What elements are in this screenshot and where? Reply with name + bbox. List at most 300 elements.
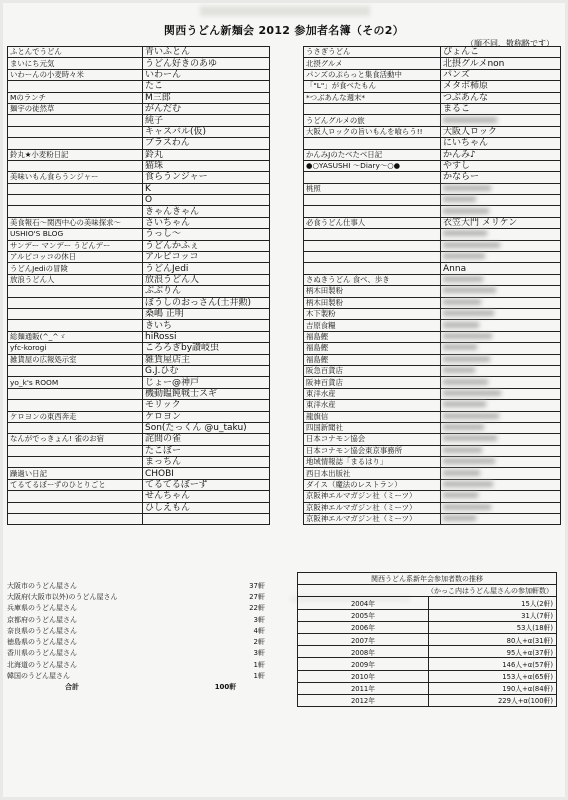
left-name-cell: キャスバル(仮): [143, 126, 270, 137]
column-gap: [270, 457, 304, 468]
right-blog-cell: 東洋水産: [304, 388, 441, 399]
left-name-cell: 機動饂飩戦士スギ: [143, 388, 270, 399]
left-name-cell: たこ: [143, 81, 270, 92]
left-blog-cell: Mのランチ: [8, 92, 143, 103]
redacted-name: [443, 390, 501, 396]
right-name-cell: [441, 400, 561, 411]
history-title: 関西うどん系新年会参加者数の推移: [298, 573, 557, 585]
right-name-cell: 北摂グルメnon: [441, 58, 561, 69]
right-blog-cell: 四国新聞社: [304, 422, 441, 433]
column-gap: [270, 47, 304, 58]
column-gap: [270, 92, 304, 103]
history-row: [298, 597, 557, 609]
shop-total-label: 合計: [65, 683, 79, 692]
left-blog-cell: ふとんでうどん: [8, 47, 143, 58]
redacted-name: [443, 424, 484, 430]
shop-count-value: 37軒: [249, 581, 265, 590]
left-blog-cell: [8, 115, 143, 126]
right-name-cell: 大阪人ロック: [441, 126, 561, 137]
roster-row: [8, 457, 561, 468]
right-name-cell: [441, 388, 561, 399]
column-gap: [270, 183, 304, 194]
right-name-cell: メタボ柿原: [441, 81, 561, 92]
left-blog-cell: [8, 286, 143, 297]
right-name-cell: [441, 514, 561, 525]
left-name-cell: CHOBI: [143, 468, 270, 479]
right-name-cell: Anna: [441, 263, 561, 274]
shop-count-value: 4軒: [253, 626, 265, 635]
right-name-cell: [441, 445, 561, 456]
column-gap: [270, 320, 304, 331]
shop-region-label: 京都府のうどん屋さん: [7, 615, 77, 624]
redacted-name: [443, 504, 491, 510]
left-blog-cell: 麺宇の徒然草: [8, 103, 143, 114]
left-name-cell: 純子: [143, 115, 270, 126]
shop-count-row: [5, 614, 267, 625]
left-blog-cell: [8, 206, 143, 217]
roster-row: [8, 252, 561, 263]
right-blog-cell: 大阪人ロックの旨いもんを喰らう!!: [304, 126, 441, 137]
shop-region-label: 奈良県のうどん屋さん: [7, 626, 77, 635]
right-name-cell: かんみ♪: [441, 149, 561, 160]
column-gap: [270, 388, 304, 399]
left-blog-cell: アルピコッコの休日: [8, 252, 143, 263]
roster-row: [8, 115, 561, 126]
left-blog-cell: うどんJediの冒険: [8, 263, 143, 274]
right-blog-cell: かんみJのたべたべ日記: [304, 149, 441, 160]
shop-count-value: 1軒: [253, 660, 265, 669]
left-name-cell: きゃんきゃん: [143, 206, 270, 217]
right-blog-cell: [304, 206, 441, 217]
right-name-cell: [441, 422, 561, 433]
left-blog-cell: 放浪うどん人: [8, 274, 143, 285]
column-gap: [270, 343, 304, 354]
history-count: 31人(7軒): [429, 609, 557, 621]
roster-row: [8, 422, 561, 433]
redacted-name: [443, 196, 476, 202]
right-blog-cell: 柄木田製粉: [304, 286, 441, 297]
left-blog-cell: [8, 365, 143, 376]
roster-row: [8, 445, 561, 456]
shop-count-row: [5, 603, 267, 614]
redacted-name: [443, 276, 483, 282]
shop-region-label: 徳島県のうどん屋さん: [7, 638, 77, 647]
left-name-cell: O: [143, 195, 270, 206]
column-gap: [270, 308, 304, 319]
right-blog-cell: 福島鰹: [304, 354, 441, 365]
left-blog-cell: [8, 388, 143, 399]
left-name-cell: ころろぎby讃岐虫: [143, 343, 270, 354]
left-name-cell: 青いふとん: [143, 47, 270, 58]
column-gap: [270, 240, 304, 251]
left-blog-cell: [8, 457, 143, 468]
right-blog-cell: [304, 252, 441, 263]
shop-count-row: [5, 659, 267, 670]
order-note: （順不同、敬称略です）: [466, 39, 554, 48]
right-blog-cell: 柄木田製粉: [304, 297, 441, 308]
column-gap: [270, 217, 304, 228]
redacted-name: [443, 481, 493, 487]
left-blog-cell: いわーんの小麦時々米: [8, 69, 143, 80]
roster-row: [8, 126, 561, 137]
redacted-name: [443, 379, 488, 385]
left-name-cell: じょー@神戸: [143, 377, 270, 388]
column-gap: [270, 138, 304, 149]
history-year: 2009年: [298, 658, 429, 670]
right-blog-cell: うどんグルメの旅: [304, 115, 441, 126]
right-name-cell: [441, 252, 561, 263]
left-name-cell: 桑嶋 正明: [143, 308, 270, 319]
roster-row: [8, 297, 561, 308]
column-gap: [270, 434, 304, 445]
participant-roster: [7, 46, 561, 525]
shop-total-value: 100軒: [214, 683, 237, 692]
roster-row: [8, 183, 561, 194]
history-year: 2006年: [298, 621, 429, 633]
column-gap: [270, 206, 304, 217]
left-blog-cell: 美食報石～関西中心の美味探求～: [8, 217, 143, 228]
redacted-name: [443, 447, 482, 453]
left-blog-cell: [8, 514, 143, 525]
right-name-cell: [441, 354, 561, 365]
column-gap: [270, 172, 304, 183]
shop-count-row: [5, 591, 267, 602]
roster-row: [8, 354, 561, 365]
roster-row: [8, 69, 561, 80]
roster-row: [8, 365, 561, 376]
history-count: 146人+α(57軒): [429, 658, 557, 670]
left-blog-cell: yfc-korogi: [8, 343, 143, 354]
roster-row: [8, 343, 561, 354]
column-gap: [270, 103, 304, 114]
right-blog-cell: 東洋水産: [304, 400, 441, 411]
history-row: [298, 670, 557, 682]
left-blog-cell: 躁過い日記: [8, 468, 143, 479]
right-name-cell: [441, 240, 561, 251]
shop-region-label: 韓国のうどん屋さん: [7, 672, 70, 681]
left-name-cell: ぶぶりん: [143, 286, 270, 297]
history-row: [298, 609, 557, 621]
right-blog-cell: 桃照: [304, 183, 441, 194]
right-name-cell: [441, 229, 561, 240]
left-name-cell: 鈴丸: [143, 149, 270, 160]
roster-row: [8, 160, 561, 171]
roster-row: [8, 92, 561, 103]
shop-count-value: 3軒: [253, 649, 265, 658]
roster-row: [8, 411, 561, 422]
left-name-cell: 詫間の雀: [143, 434, 270, 445]
history-year: 2007年: [298, 633, 429, 645]
left-name-cell: ケロヨン: [143, 411, 270, 422]
roster-row: [8, 149, 561, 160]
column-gap: [270, 81, 304, 92]
right-blog-cell: うさぎうどん: [304, 47, 441, 58]
left-name-cell: [143, 514, 270, 525]
shop-region-label: 大阪市のうどん屋さん: [7, 581, 77, 590]
roster-row: [8, 206, 561, 217]
history-count: 229人+α(100軒): [429, 694, 557, 706]
column-gap: [270, 252, 304, 263]
roster-row: [8, 468, 561, 479]
roster-row: [8, 377, 561, 388]
history-count: 190人+α(84軒): [429, 682, 557, 694]
history-row: [298, 682, 557, 694]
left-blog-cell: サンデー マンデー うどんデー: [8, 240, 143, 251]
shop-count-value: 22軒: [249, 604, 265, 613]
right-name-cell: [441, 308, 561, 319]
bleed-through-text: [200, 6, 370, 16]
redacted-name: [443, 333, 492, 339]
roster-row: [8, 81, 561, 92]
column-gap: [270, 365, 304, 376]
column-gap: [270, 286, 304, 297]
right-name-cell: [441, 297, 561, 308]
right-blog-cell: 阪急百貨店: [304, 365, 441, 376]
roster-row: [8, 172, 561, 183]
left-blog-cell: 鈴丸★小麦粉日記: [8, 149, 143, 160]
roster-row: [8, 491, 561, 502]
right-name-cell: にいちゃん: [441, 138, 561, 149]
history-row: [298, 621, 557, 633]
right-blog-cell: 北摂グルメ: [304, 58, 441, 69]
history-year: 2004年: [298, 597, 429, 609]
left-blog-cell: なんがでっきょん! 雀のお宿: [8, 434, 143, 445]
left-name-cell: G.J.ひむ: [143, 365, 270, 376]
right-name-cell: [441, 365, 561, 376]
left-blog-cell: ケロヨンの東西奔走: [8, 411, 143, 422]
right-name-cell: [441, 183, 561, 194]
right-blog-cell: さぬきうどん 食べ、歩き: [304, 274, 441, 285]
redacted-name: [443, 458, 495, 464]
left-blog-cell: [8, 320, 143, 331]
redacted-name: [443, 413, 499, 419]
left-name-cell: せんちゃん: [143, 491, 270, 502]
history-row: [298, 658, 557, 670]
history-count: 153人+α(65軒): [429, 670, 557, 682]
redacted-name: [443, 435, 497, 441]
roster-row: [8, 479, 561, 490]
right-blog-cell: 阪神百貨店: [304, 377, 441, 388]
right-name-cell: [441, 206, 561, 217]
redacted-name: [443, 242, 500, 248]
shop-count-row: [5, 636, 267, 647]
column-gap: [270, 491, 304, 502]
redacted-name: [443, 299, 481, 305]
history-subtitle: （かっこ内はうどん屋さんの参加軒数）: [298, 585, 557, 597]
right-name-cell: [441, 195, 561, 206]
column-gap: [270, 195, 304, 206]
right-blog-cell: 福島鰹: [304, 331, 441, 342]
right-blog-cell: 木下製粉: [304, 308, 441, 319]
right-blog-cell: [304, 229, 441, 240]
shop-region-label: 大阪府(大阪市以外)のうどん屋さん: [7, 592, 118, 601]
left-name-cell: K: [143, 183, 270, 194]
left-blog-cell: USHIO'S BLOG: [8, 229, 143, 240]
column-gap: [270, 479, 304, 490]
column-gap: [270, 229, 304, 240]
right-blog-cell: 地域情報誌「まるはり」: [304, 457, 441, 468]
left-name-cell: 放浪うどん人: [143, 274, 270, 285]
left-name-cell: 雑貨屋店主: [143, 354, 270, 365]
roster-row: [8, 331, 561, 342]
left-blog-cell: [8, 195, 143, 206]
left-blog-cell: まいにち元気: [8, 58, 143, 69]
left-blog-cell: 雑貨屋の広報処示室: [8, 354, 143, 365]
left-blog-cell: [8, 491, 143, 502]
right-name-cell: かならー: [441, 172, 561, 183]
right-blog-cell: 「"L"」が食べたもん: [304, 81, 441, 92]
roster-row: [8, 58, 561, 69]
right-name-cell: [441, 320, 561, 331]
left-blog-cell: [8, 400, 143, 411]
right-name-cell: [441, 457, 561, 468]
left-blog-cell: 美味いもん食らうンジャー: [8, 172, 143, 183]
right-blog-cell: ●○YASUSHI ～Diary～○●: [304, 160, 441, 171]
column-gap: [270, 354, 304, 365]
roster-row: [8, 308, 561, 319]
left-name-cell: ひしえもん: [143, 502, 270, 513]
right-blog-cell: 日本コナモン協会東京事務所: [304, 445, 441, 456]
left-name-cell: うどんかふぇ: [143, 240, 270, 251]
redacted-name: [443, 344, 477, 350]
right-blog-cell: 京阪神エルマガジン社（ミーツ）: [304, 502, 441, 513]
left-name-cell: 食らうンジャー: [143, 172, 270, 183]
roster-row: [8, 274, 561, 285]
left-blog-cell: [8, 445, 143, 456]
right-name-cell: [441, 502, 561, 513]
column-gap: [270, 126, 304, 137]
column-gap: [270, 377, 304, 388]
column-gap: [270, 160, 304, 171]
roster-row: [8, 320, 561, 331]
right-name-cell: [441, 377, 561, 388]
redacted-name: [443, 401, 486, 407]
left-name-cell: うっし～: [143, 229, 270, 240]
right-name-cell: [441, 274, 561, 285]
shop-count-row: [5, 648, 267, 659]
history-count: 80人+α(31軒): [429, 633, 557, 645]
right-name-cell: つぶあんな: [441, 92, 561, 103]
redacted-name: [443, 515, 476, 521]
right-blog-cell: 西日本出版社: [304, 468, 441, 479]
left-name-cell: 猫珠: [143, 160, 270, 171]
shop-total-row: [5, 682, 267, 693]
history-year: 2011年: [298, 682, 429, 694]
history-row: [298, 646, 557, 658]
redacted-name: [443, 367, 475, 373]
right-blog-cell: [304, 103, 441, 114]
left-name-cell: hiRossi: [143, 331, 270, 342]
left-name-cell: きいち: [143, 320, 270, 331]
right-blog-cell: [304, 240, 441, 251]
right-blog-cell: 必食うどん仕事人: [304, 217, 441, 228]
redacted-name: [443, 287, 496, 293]
redacted-name: [443, 322, 479, 328]
left-name-cell: うどんJedi: [143, 263, 270, 274]
shop-region-label: 香川県のうどん屋さん: [7, 649, 77, 658]
right-blog-cell: [304, 195, 441, 206]
column-gap: [270, 115, 304, 126]
right-blog-cell: [304, 263, 441, 274]
roster-row: [8, 103, 561, 114]
redacted-name: [443, 356, 490, 362]
shop-count-value: 3軒: [253, 615, 265, 624]
history-year: 2008年: [298, 646, 429, 658]
shop-count-value: 1軒: [253, 672, 265, 681]
left-name-cell: M三郎: [143, 92, 270, 103]
left-blog-cell: 総麺通販(^_^ゞ: [8, 331, 143, 342]
left-blog-cell: [8, 422, 143, 433]
roster-row: [8, 502, 561, 513]
attendance-history-table: [297, 572, 557, 707]
shop-count-value: 2軒: [253, 638, 265, 647]
left-name-cell: がんだむ: [143, 103, 270, 114]
roster-row: [8, 514, 561, 525]
right-name-cell: 衣笠大門 メリケン: [441, 217, 561, 228]
roster-row: [8, 286, 561, 297]
roster-row: [8, 400, 561, 411]
right-blog-cell: 日本コナモン協会: [304, 434, 441, 445]
redacted-name: [443, 117, 497, 123]
right-name-cell: やすし: [441, 160, 561, 171]
page-title: 関西うどん新麺会 2012 参加者名簿（その2）: [163, 24, 405, 37]
history-year: 2005年: [298, 609, 429, 621]
right-blog-cell: 京阪神エルマガジン社（ミーツ）: [304, 514, 441, 525]
shop-count-row: [5, 580, 267, 591]
right-blog-cell: 京阪神エルマガジン社（ミーツ）: [304, 491, 441, 502]
roster-row: [8, 388, 561, 399]
roster-row: [8, 434, 561, 445]
column-gap: [270, 468, 304, 479]
redacted-name: [443, 253, 485, 259]
left-name-cell: いわーん: [143, 69, 270, 80]
column-gap: [270, 263, 304, 274]
redacted-name: [443, 310, 494, 316]
right-blog-cell: 龍旗信: [304, 411, 441, 422]
left-blog-cell: [8, 126, 143, 137]
history-count: 15人(2軒): [429, 597, 557, 609]
shop-count-row: [5, 670, 267, 681]
redacted-name: [443, 208, 489, 214]
right-name-cell: [441, 331, 561, 342]
redacted-name: [443, 185, 491, 191]
right-blog-cell: 福島鰹: [304, 343, 441, 354]
redacted-name: [443, 470, 480, 476]
left-blog-cell: yo_k's ROOM: [8, 377, 143, 388]
roster-row: [8, 195, 561, 206]
right-blog-cell: パンズのぷらっと集食活動中: [304, 69, 441, 80]
column-gap: [270, 69, 304, 80]
right-name-cell: [441, 468, 561, 479]
history-year: 2010年: [298, 670, 429, 682]
right-name-cell: [441, 286, 561, 297]
history-year: 2012年: [298, 694, 429, 706]
left-blog-cell: [8, 502, 143, 513]
column-gap: [270, 422, 304, 433]
left-name-cell: たこぼー: [143, 445, 270, 456]
redacted-name: [443, 230, 487, 236]
column-gap: [270, 445, 304, 456]
right-blog-cell: ダイス（魔法のレストラン）: [304, 479, 441, 490]
right-name-cell: [441, 411, 561, 422]
column-gap: [270, 411, 304, 422]
column-gap: [270, 400, 304, 411]
shop-region-label: 兵庫県のうどん屋さん: [7, 604, 77, 613]
column-gap: [270, 502, 304, 513]
left-blog-cell: [8, 297, 143, 308]
right-blog-cell: [304, 172, 441, 183]
right-name-cell: [441, 491, 561, 502]
